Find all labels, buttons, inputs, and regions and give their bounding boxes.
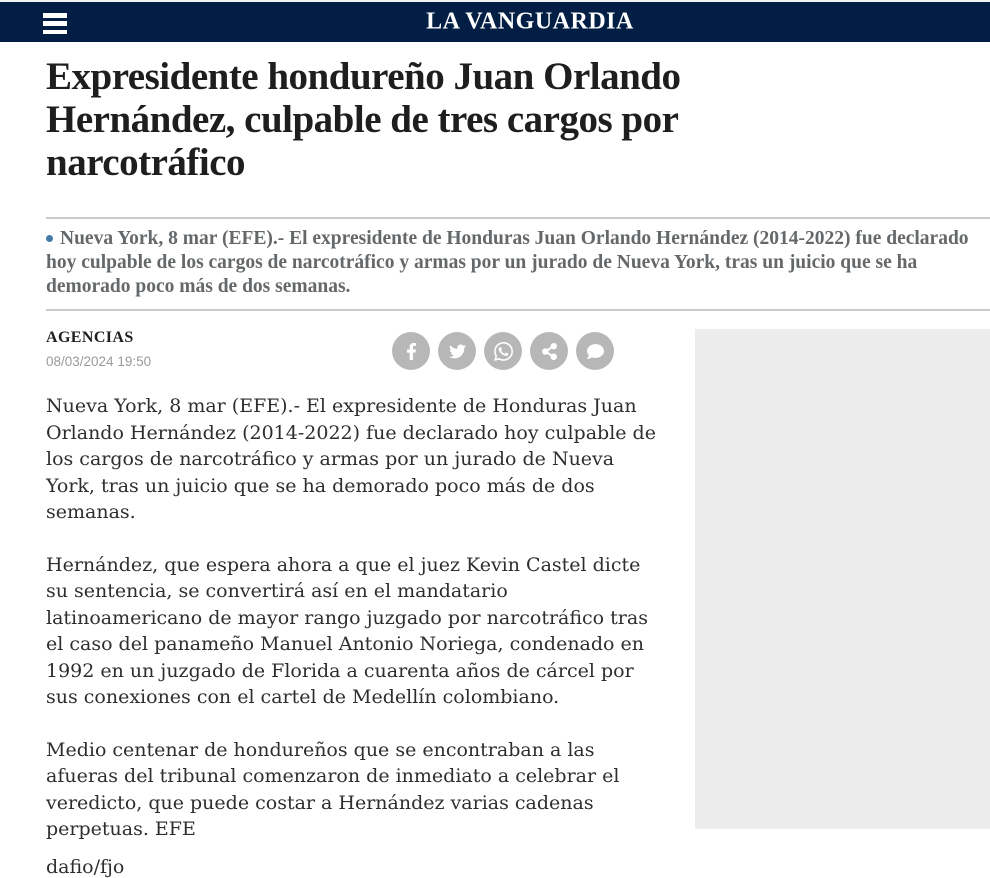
comment-icon	[587, 343, 604, 360]
content-row	[46, 329, 990, 878]
share-buttons	[392, 332, 614, 370]
whatsapp-icon	[494, 342, 513, 361]
article-column	[46, 329, 662, 878]
ad-placeholder	[695, 329, 990, 829]
article-paragraph: Hernández, que espera ahora a que el juez Kevin Castel dicte su sentencia, se convertirá así en el mandatario latinoamericano de mayor rango juzgado por narcotráfico tras el caso del panameño Manuel Antonio Noriega, condenado en 1992 en un juzgado de Florida a cuarenta años de cárcel por sus conexiones con el cartel de Medellín colombiano.	[46, 553, 648, 708]
share-whatsapp-button[interactable]	[484, 332, 522, 370]
facebook-icon	[403, 343, 420, 360]
share-twitter-button[interactable]	[438, 332, 476, 370]
share-menu-button[interactable]	[530, 332, 568, 370]
article-paragraph: Medio centenar de hondureños que se encontraban a las afueras del tribunal comenzaron de inmediato a celebrar el veredicto, que puede costar a Hernández varias cadenas perpetuas. EFE	[46, 738, 620, 840]
comments-button[interactable]	[576, 332, 614, 370]
bullet-icon	[46, 235, 53, 242]
top-navbar	[0, 2, 990, 42]
menu-button[interactable]	[43, 13, 67, 34]
share-facebook-button[interactable]	[392, 332, 430, 370]
twitter-icon	[449, 343, 466, 360]
share-icon	[541, 343, 558, 360]
headline: Expresidente hondureño Juan Orlando Hernández, culpable de tres cargos por narcotráfico	[46, 55, 681, 184]
brand-logo[interactable]: LA VANGUARDIA	[426, 8, 634, 35]
lead-text: Nueva York, 8 mar (EFE).- El expresidente de Honduras Juan Orlando Hernández (2014-2022) fue declarado hoy culpable de los cargos de narcotráfico y armas por un jurado de Nueva York, tras un juicio que se ha demorado poco más de dos semanas.	[46, 228, 969, 297]
byline-row	[46, 329, 662, 370]
byline-block	[46, 329, 151, 369]
publish-date: 08/03/2024 19:50	[46, 354, 152, 369]
article-page	[0, 55, 990, 878]
article-signature: dafio/fjo	[46, 855, 125, 878]
lead-paragraph	[46, 217, 990, 311]
article-paragraph: Nueva York, 8 mar (EFE).- El expresidente de Honduras Juan Orlando Hernández (2014-2022) fue declarado hoy culpable de los cargos de narcotráfico y armas por un jurado de Nueva York, tras un juicio que se ha demorado poco más de dos semanas.	[46, 395, 656, 523]
byline[interactable]: AGENCIAS	[46, 329, 134, 346]
